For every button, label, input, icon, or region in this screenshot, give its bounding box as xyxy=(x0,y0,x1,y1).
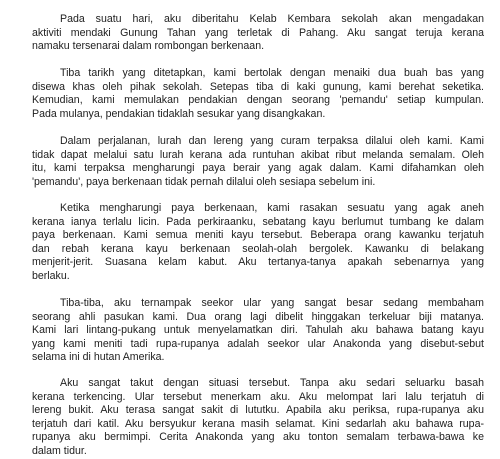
text-line: rupanya aku bermimpi. Cerita Anakonda yang aku tonton semalam terbawa-bawa ke xyxy=(32,431,484,444)
text-line: selama ini di hutan Amerika. xyxy=(32,351,165,364)
text-line: Kemudian, kami memulakan pendakian dengan seorang 'pemandu' setiap kumpulan. xyxy=(32,94,484,107)
paragraph-1 xyxy=(32,13,484,54)
text-line: terjatuh dari katil. Aku bersyukur kerana masih selamat. Kini sedarlah aku bahawa rupa- xyxy=(32,417,484,430)
text-line: Ketika mengharungi paya berkenaan, kami rasakan sesuatu yang agak aneh xyxy=(60,202,484,214)
text-line: lereng bukit. Aku terasa sangat sakit di lututku. Apabila aku periksa, rupa-rupanya aku xyxy=(32,404,484,417)
text-line: kerana terkencing. Ular tersebut menerkam aku. Aku melompat lari lalu terjatuh di xyxy=(32,390,484,403)
text-line: Pada suatu hari, aku diberitahu Kelab Kembara sekolah akan mengadakan xyxy=(60,13,484,25)
text-line: yang kami meniti tadi rupa-rupanya adalah seekor ular Anakonda yang disebut-sebut xyxy=(32,337,484,350)
text-line: Pada mulanya, pendakian tidaklah sesukar yang disangkakan. xyxy=(32,107,326,120)
text-line: Tiba tarikh yang ditetapkan, kami bertolak dengan menaiki dua buah bas yang xyxy=(60,67,484,79)
text-line: berlaku. xyxy=(32,269,70,282)
text-line: namaku tersenarai dalam rombongan berkenaan. xyxy=(32,40,265,53)
text-line: paya berkenaan. Kami semua meniti kayu tersebut. Beberapa orang kawanku terjatuh xyxy=(32,229,484,242)
text-line: Dalam perjalanan, lurah dan lereng yang curam terpaksa dilalui oleh kami. Kami xyxy=(60,135,484,147)
text-line: kerana ianya terlalu licin. Pada perkiraanku, sebatang kayu berlumut tumbang ke dalam xyxy=(32,215,484,228)
text-line: itu, kami terpaksa mengharungi paya berair yang agak dalam. Kami difahamkan oleh xyxy=(32,162,484,175)
text-line: aktiviti mendaki Gunung Tahan yang terletak di Pahang. Aku sangat teruja kerana xyxy=(32,26,484,39)
paragraph-5 xyxy=(32,297,484,365)
text-line: Tiba-tiba, aku ternampak seekor ular yang sangat besar sedang membaham xyxy=(60,297,484,309)
text-line: tidak dapat melalui satu lurah kerana ada runtuhan akibat ribut melanda semalam. Oleh xyxy=(32,148,484,161)
text-line: Aku sangat takut dengan situasi tersebut. Tanpa aku sedari seluarku basah xyxy=(60,377,484,389)
text-line: dalam tidur. xyxy=(32,444,87,457)
paragraph-3 xyxy=(32,135,484,189)
paragraph-4 xyxy=(32,202,484,284)
text-line: Kami lari lintang-pukang untuk menyelamatkan diri. Tahulah aku bahawa batang kayu xyxy=(32,324,484,337)
text-line: 'pemandu', paya berkenaan tidak pernah dilalui oleh sesiapa sebelum ini. xyxy=(32,175,376,188)
text-line: menjerit-jerit. Suasana kelam kabut. Aku tertanya-tanya apakah sebenarnya yang xyxy=(32,256,484,269)
text-line: dan rebah kerana kayu berkenaan seolah-olah bergolek. Kawanku di belakang xyxy=(32,242,484,255)
text-line: disewa khas oleh pihak sekolah. Setepas tiba di kaki gunung, kami berehat seketika. xyxy=(32,80,484,93)
text-line: seorang ahli pasukan kami. Dua orang lagi dibelit hinggakan terkeluar biji matanya. xyxy=(32,310,484,323)
paragraph-6 xyxy=(32,377,484,459)
paragraph-2 xyxy=(32,67,484,121)
